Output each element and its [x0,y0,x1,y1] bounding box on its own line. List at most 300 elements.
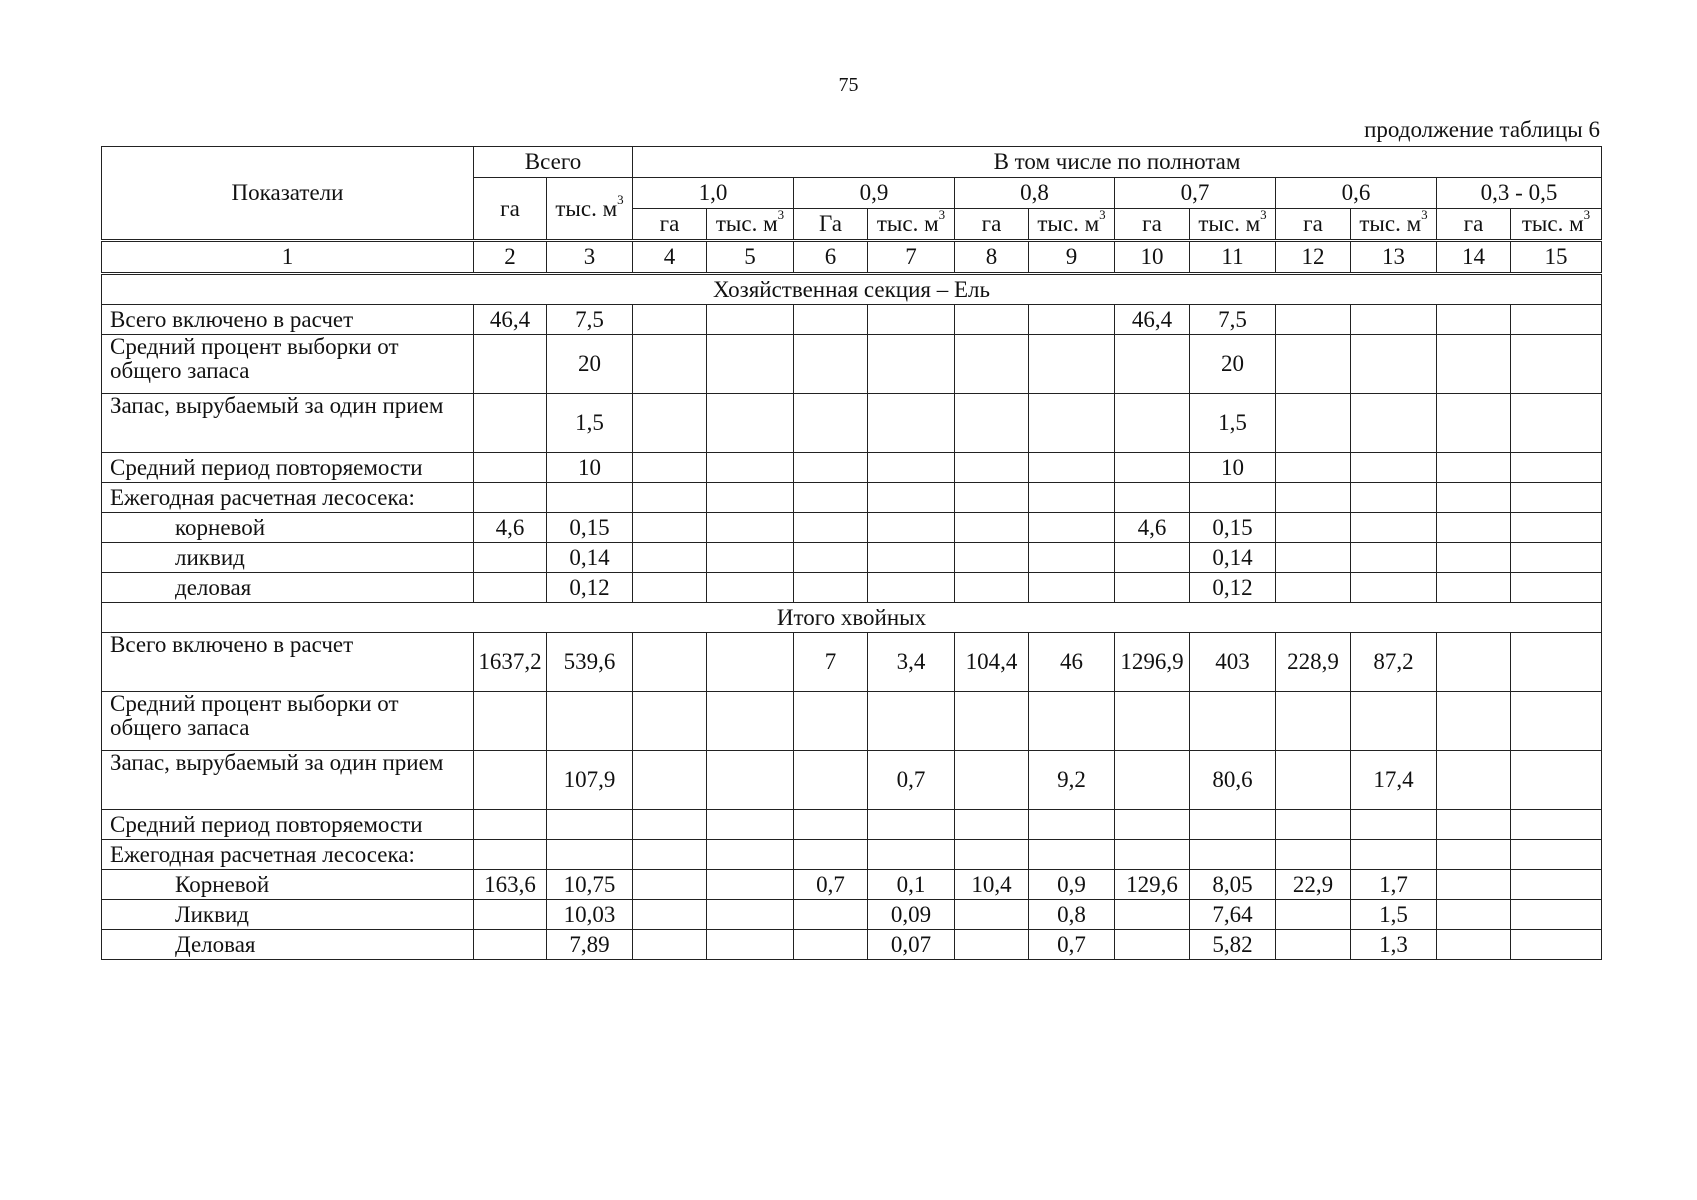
table-cell [1351,692,1437,751]
table-cell [1115,840,1190,870]
table-cell [1437,394,1511,453]
table-cell [633,633,707,692]
table-cell [1437,483,1511,513]
column-number: 12 [1276,241,1351,274]
header-sub-ha: га [1276,209,1351,241]
table-row [102,573,1602,603]
table-cell [955,573,1029,603]
row-label: деловая [102,573,474,603]
table-cell [1115,483,1190,513]
table-row [102,483,1602,513]
table-cell [1029,453,1115,483]
table-row [102,543,1602,573]
table-cell [794,930,868,960]
table-cell: 228,9 [1276,633,1351,692]
table-cell: 10,75 [547,870,633,900]
table-cell [1437,453,1511,483]
table-cell: 17,4 [1351,751,1437,810]
table-row [102,692,1602,751]
table-row [102,453,1602,483]
header-sub-thous: тыс. $м^3$ [707,209,794,241]
table-cell [633,870,707,900]
table-cell: 1,3 [1351,930,1437,960]
table-cell: 1637,2 [474,633,547,692]
table-cell [955,900,1029,930]
table-cell [1511,930,1602,960]
table-cell [1276,840,1351,870]
table-cell [1511,573,1602,603]
table-cell [1276,543,1351,573]
table-cell [1190,840,1276,870]
table-cell [1029,483,1115,513]
table-cell [474,483,547,513]
table-cell [1115,930,1190,960]
table-cell [633,543,707,573]
table-cell [1437,633,1511,692]
table-cell [794,573,868,603]
row-label: Ежегодная расчетная лесосека: [102,840,474,870]
table-cell [1511,335,1602,394]
table-cell [955,483,1029,513]
table-cell [868,453,955,483]
column-number: 9 [1029,241,1115,274]
table-cell: 1,5 [1190,394,1276,453]
table-row [102,305,1602,335]
table-cell [1437,751,1511,810]
table-cell [1029,692,1115,751]
table-row [102,751,1602,810]
table-cell [474,573,547,603]
table-cell: 0,9 [1029,870,1115,900]
table-cell: 0,7 [868,751,955,810]
table-cell [474,900,547,930]
table-cell [868,394,955,453]
table-cell: 7,5 [547,305,633,335]
page-number: 75 [838,74,859,96]
table-cell [1276,513,1351,543]
table-cell [1351,543,1437,573]
forest-cutting-table [101,146,1602,960]
table-cell: 20 [547,335,633,394]
table-cell [1511,513,1602,543]
table-cell [1351,810,1437,840]
row-label: Всего включено в расчет [102,305,474,335]
row-label: Ликвид [102,900,474,930]
table-cell [474,751,547,810]
table-cell [1511,751,1602,810]
column-number-row [102,241,1602,274]
table-cell: 0,09 [868,900,955,930]
table-cell [955,453,1029,483]
table-cell [794,394,868,453]
table-cell: 403 [1190,633,1276,692]
row-label: корневой [102,513,474,543]
table-cell [1351,335,1437,394]
table-cell [474,543,547,573]
header-total: Всего [474,147,633,178]
table-cell: 20 [1190,335,1276,394]
table-cell [547,483,633,513]
table-cell [1437,930,1511,960]
table-cell [1437,840,1511,870]
row-label: Ежегодная расчетная лесосека: [102,483,474,513]
table-cell [474,453,547,483]
row-label: Средний период повторяемости [102,810,474,840]
table-cell [633,513,707,543]
table-cell [707,335,794,394]
table-cell [633,751,707,810]
table-cell [1511,394,1602,453]
table-cell [1276,751,1351,810]
row-label: Корневой [102,870,474,900]
table-cell [707,573,794,603]
table-cell [1437,870,1511,900]
header-sub-ha: га [1115,209,1190,241]
table-cell [1511,870,1602,900]
section-header-row [102,603,1602,633]
table-cell [1029,513,1115,543]
table-cell [474,394,547,453]
table-cell: 539,6 [547,633,633,692]
table-cell: 80,6 [1190,751,1276,810]
section-header-row [102,274,1602,305]
table-cell [868,692,955,751]
table-cell: 0,7 [1029,930,1115,960]
table-cell: 4,6 [474,513,547,543]
table-cell [547,692,633,751]
table-cell: 1296,9 [1115,633,1190,692]
header-density-5: 0,6 [1276,178,1437,209]
table-cell: 104,4 [955,633,1029,692]
table-cell [1115,692,1190,751]
table-cell [868,573,955,603]
table-cell [633,335,707,394]
table-cell: 7 [794,633,868,692]
table-cell [1115,543,1190,573]
table-cell [547,810,633,840]
table-cell [1351,483,1437,513]
row-label: Запас, вырубаемый за один прием [102,751,474,810]
table-cell [1437,543,1511,573]
table-cell [474,930,547,960]
table-cell [955,930,1029,960]
table-cell: 129,6 [1115,870,1190,900]
table-cell [955,305,1029,335]
column-number: 8 [955,241,1029,274]
table-cell [633,573,707,603]
table-cell [1351,573,1437,603]
table-cell [474,840,547,870]
table-cell: 46,4 [1115,305,1190,335]
table-cell [955,394,1029,453]
table-cell [1276,483,1351,513]
table-row [102,513,1602,543]
table-row [102,633,1602,692]
column-number: 11 [1190,241,1276,274]
table-cell: 1,7 [1351,870,1437,900]
table-cell [633,394,707,453]
table-cell: 0,15 [547,513,633,543]
table-cell [707,930,794,960]
table-cell [1511,305,1602,335]
column-number: 1 [102,241,474,274]
table-cell [868,840,955,870]
table-cell [955,335,1029,394]
table-cell: 163,6 [474,870,547,900]
table-continuation-note: продолжение таблицы 6 [1364,117,1600,142]
table-cell: 10,4 [955,870,1029,900]
table-cell [794,513,868,543]
table-cell [1511,900,1602,930]
table-cell [707,840,794,870]
table-cell [794,810,868,840]
table-cell [474,335,547,394]
section-title: Хозяйственная секция – Ель [102,274,1602,305]
table-cell [1115,394,1190,453]
column-number: 6 [794,241,868,274]
row-label: Средний период повторяемости [102,453,474,483]
table-cell [1511,810,1602,840]
header-density-2: 0,9 [794,178,955,209]
table-row [102,900,1602,930]
column-number: 4 [633,241,707,274]
table-cell: 7,89 [547,930,633,960]
table-cell: 8,05 [1190,870,1276,900]
table-cell [707,543,794,573]
table-cell [794,543,868,573]
table-cell [794,305,868,335]
table-cell: 3,4 [868,633,955,692]
table-cell: 46 [1029,633,1115,692]
table-cell: 0,1 [868,870,955,900]
table-cell [1351,513,1437,543]
table-cell [868,305,955,335]
header-density-3: 0,8 [955,178,1115,209]
row-label: Деловая [102,930,474,960]
table-cell: 87,2 [1351,633,1437,692]
table-cell [868,335,955,394]
table-cell [1115,573,1190,603]
table-cell [633,483,707,513]
table-cell: 0,8 [1029,900,1115,930]
table-row [102,930,1602,960]
table-cell: 46,4 [474,305,547,335]
table-cell: 7,5 [1190,305,1276,335]
table-cell [1276,692,1351,751]
table-cell [633,930,707,960]
table-cell [1115,810,1190,840]
table-cell: 4,6 [1115,513,1190,543]
table-cell [1437,513,1511,543]
table-cell [794,900,868,930]
table-cell [474,692,547,751]
table-cell [1029,810,1115,840]
table-cell [794,453,868,483]
column-number: 2 [474,241,547,274]
table-cell [1437,305,1511,335]
table-cell [633,840,707,870]
column-number: 10 [1115,241,1190,274]
table-cell [707,453,794,483]
table-cell: 0,15 [1190,513,1276,543]
table-cell [1276,573,1351,603]
table-cell [1029,573,1115,603]
table-cell [794,335,868,394]
table-cell [1437,573,1511,603]
row-label: Средний процент выборки от общего запаса [102,692,474,751]
row-label: Средний процент выборки от общего запаса [102,335,474,394]
table-cell [633,305,707,335]
column-number: 3 [547,241,633,274]
table-cell [707,305,794,335]
table-cell: 0,12 [1190,573,1276,603]
column-number: 13 [1351,241,1437,274]
table-cell: 10,03 [547,900,633,930]
table-cell [1276,930,1351,960]
row-label: Запас, вырубаемый за один прием [102,394,474,453]
table-cell [1351,394,1437,453]
table-cell [1029,335,1115,394]
table-cell [707,633,794,692]
table-cell: 10 [547,453,633,483]
table-cell [1351,305,1437,335]
table-cell [794,751,868,810]
table-cell [1115,335,1190,394]
table-cell [1276,900,1351,930]
column-number: 14 [1437,241,1511,274]
table-cell [474,810,547,840]
table-cell [868,543,955,573]
table-cell [1511,633,1602,692]
table-cell [1115,900,1190,930]
header-sub-ha: га [955,209,1029,241]
table-cell [707,394,794,453]
table-cell [868,483,955,513]
header-density-4: 0,7 [1115,178,1276,209]
header-sub-ha: га [1437,209,1511,241]
table-row [102,394,1602,453]
table-cell [633,810,707,840]
table-cell [1437,900,1511,930]
table-cell [1190,483,1276,513]
table-cell [955,751,1029,810]
table-cell [868,513,955,543]
table-cell [1029,305,1115,335]
table-row [102,335,1602,394]
table-cell [1029,840,1115,870]
table-cell [1437,335,1511,394]
table-cell [633,453,707,483]
header-sub-thous: тыс. $м^3$ [1029,209,1115,241]
table-cell [1511,483,1602,513]
column-number: 15 [1511,241,1602,274]
table-cell [1115,751,1190,810]
table-row [102,870,1602,900]
table-cell [1276,335,1351,394]
table-cell [1276,394,1351,453]
table-cell [794,692,868,751]
table-cell [868,810,955,840]
table-cell [633,692,707,751]
header-by-density: В том числе по полнотам [633,147,1602,178]
table-cell [955,692,1029,751]
table-cell: 0,7 [794,870,868,900]
table-cell [1351,840,1437,870]
header-total-ha: га [474,178,547,241]
table-cell: 10 [1190,453,1276,483]
table-cell: 1,5 [1351,900,1437,930]
table-cell: 0,07 [868,930,955,960]
section-title: Итого хвойных [102,603,1602,633]
table-cell: 0,12 [547,573,633,603]
table-cell [1437,692,1511,751]
table-cell [1190,810,1276,840]
row-label: ликвид [102,543,474,573]
table-cell [1029,394,1115,453]
table-cell [794,840,868,870]
table-cell [707,870,794,900]
table-row [102,810,1602,840]
table-cell [955,840,1029,870]
table-cell: 9,2 [1029,751,1115,810]
table-cell [955,810,1029,840]
header-sub-ha: га [633,209,707,241]
table-cell [707,483,794,513]
table-cell [1276,810,1351,840]
table-cell [1511,692,1602,751]
table-cell [1276,453,1351,483]
table-cell: 7,64 [1190,900,1276,930]
table-cell [955,513,1029,543]
table-row [102,840,1602,870]
table-cell [1190,692,1276,751]
table-cell [707,692,794,751]
header-sub-thous: тыс. $м^3$ [868,209,955,241]
table-cell [547,840,633,870]
table-cell: 5,82 [1190,930,1276,960]
table-cell [1437,810,1511,840]
column-number: 5 [707,241,794,274]
table-cell [707,513,794,543]
header-sub-thous: тыс. $м^3$ [1511,209,1602,241]
table-cell: 22,9 [1276,870,1351,900]
table-cell [794,483,868,513]
column-number: 7 [868,241,955,274]
table-cell [1511,543,1602,573]
table-cell: 1,5 [547,394,633,453]
header-sub-thous: тыс. $м^3$ [1190,209,1276,241]
table-cell [707,751,794,810]
table-cell [1511,453,1602,483]
header-sub-thous: тыс. $м^3$ [1351,209,1437,241]
table-cell [1511,840,1602,870]
table-cell [633,900,707,930]
table-cell [955,543,1029,573]
table-cell: 107,9 [547,751,633,810]
header-indicators: Показатели [102,147,474,241]
table-cell [1115,453,1190,483]
table-cell [1351,453,1437,483]
table-cell [707,900,794,930]
header-density-1: 1,0 [633,178,794,209]
header-total-thous: тыс. $м^3$ [547,178,633,241]
header-sub-ha: Га [794,209,868,241]
table-cell [1276,305,1351,335]
header-density-6: 0,3 - 0,5 [1437,178,1602,209]
table-cell [707,810,794,840]
row-label: Всего включено в расчет [102,633,474,692]
table-cell: 0,14 [547,543,633,573]
